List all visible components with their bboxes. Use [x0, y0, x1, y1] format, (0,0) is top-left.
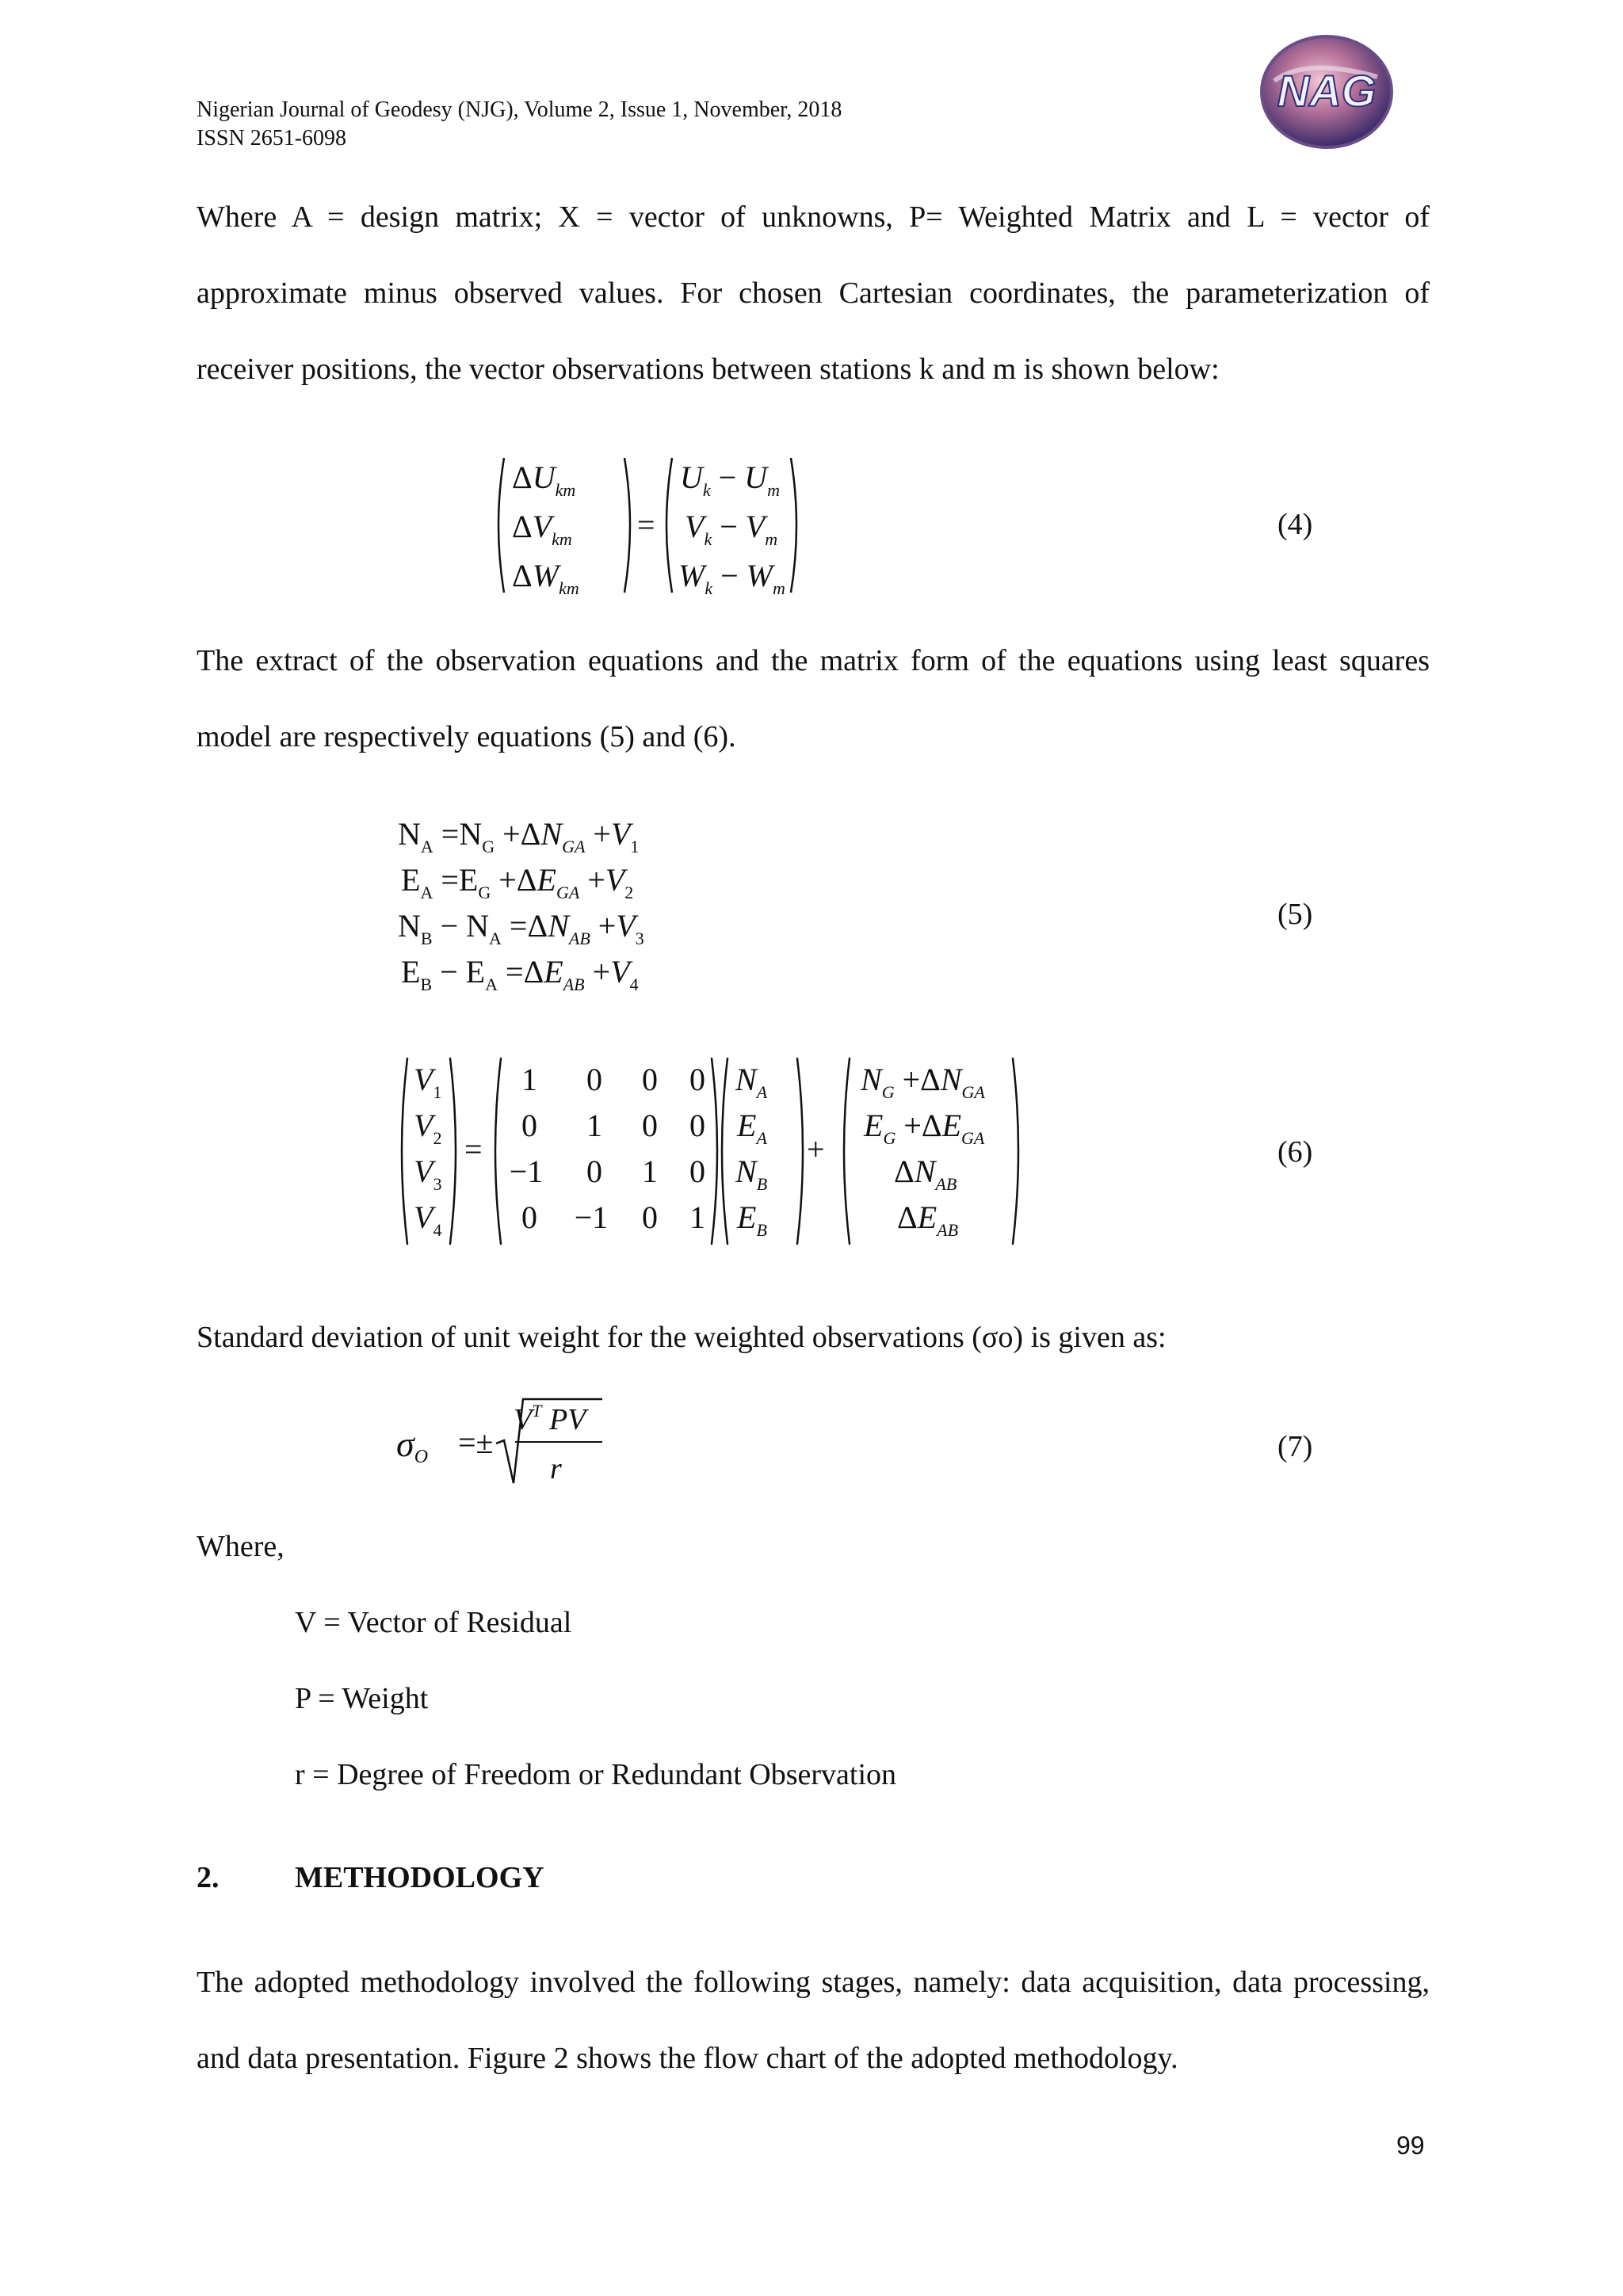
svg-text:EB: $E_B$ [737, 1199, 767, 1240]
svg-text:ΔNAB: $\Delta N_{AB}$ [894, 1154, 957, 1194]
svg-text:ΔEAB: $\Delta E_{AB}$ [897, 1199, 959, 1240]
journal-logo [1258, 33, 1396, 152]
paragraph-observation: The extract of the observation equations and the matrix form of the equations using least squares model are respectively equations (5) and (6). [197, 644, 1430, 753]
equation-4-number: (4) [1277, 508, 1313, 541]
svg-text:+: + [807, 1131, 825, 1167]
section-title: METHODOLOGY [295, 1861, 544, 1894]
page-number: 99 [1396, 2131, 1425, 2160]
definition-r: r = Degree of Freedom or Redundant Observation [295, 1758, 897, 1791]
svg-text:NG +ΔNGA: $N_G +\Delta N_{GA}$ [861, 1062, 985, 1102]
svg-text:ΔUkm: $\Delta U_{km}$ [512, 460, 576, 500]
svg-text:=: = [464, 1131, 483, 1167]
svg-text:NB: $N_B$ [735, 1154, 768, 1194]
svg-text:0: 0 [689, 1108, 705, 1143]
svg-text:−1: −1 [509, 1154, 544, 1189]
svg-text:EB − EA =ΔEAB +V4: $E_B - E_A =\Delta E_{AB} +V_4$ [401, 954, 639, 994]
paragraph-methodology: The adopted methodology involved the following stages, namely: data acquisition, data processing, and data presentation. Figure 2 shows the flow chart of the adopted methodology. [197, 1966, 1430, 2075]
svg-text:1: 1 [521, 1062, 537, 1097]
svg-text:0: 0 [689, 1062, 705, 1097]
journal-title: Nigerian Journal of Geodesy (NJG), Volume 2, Issue 1, November, 2018 [197, 97, 842, 122]
equation-7 [395, 1394, 624, 1489]
svg-text:0: 0 [521, 1108, 537, 1143]
svg-text:ΔWkm: $\Delta W_{km}$ [512, 558, 579, 598]
section-number: 2. [197, 1861, 220, 1894]
svg-text:0: 0 [642, 1199, 658, 1235]
svg-text:0: 0 [642, 1062, 658, 1097]
svg-text:NB − NA =ΔNAB +V3: $N_B - N_A =\Delta N_{AB} +V_3$ [398, 908, 644, 948]
logo-text: NAG [1277, 66, 1377, 116]
svg-text:=: = [637, 507, 655, 543]
svg-text:0: 0 [689, 1154, 705, 1189]
lhs-v2: $V_2$ [414, 1108, 442, 1148]
lhs-v4: $V_4$ [414, 1199, 442, 1240]
paragraph-std-dev: Standard deviation of unit weight for the weighted observations (σo) is given as: [197, 1321, 1167, 1354]
equation-6-number: (6) [1277, 1135, 1313, 1169]
equation-5 [396, 816, 729, 1014]
equation-6 [396, 1055, 1030, 1250]
svg-text:0: 0 [521, 1199, 537, 1235]
svg-text:σO: σO [396, 1424, 429, 1467]
svg-text:EG +ΔEGA: $E_G +\Delta E_{GA}$ [864, 1108, 985, 1148]
svg-text:1: 1 [689, 1199, 705, 1235]
svg-text:EA =EG +ΔEGA +V2: $E_A =E_G +\Delta E_{GA} +V_2$ [401, 862, 634, 902]
svg-text:r: r [550, 1452, 562, 1486]
equation-5-number: (5) [1277, 898, 1313, 931]
svg-text:Wk − Wm: $W_k - W_m$ [678, 558, 785, 598]
svg-text:0: 0 [586, 1154, 602, 1189]
svg-text:NA: $N_A$ [735, 1062, 768, 1102]
svg-text:0: 0 [586, 1062, 602, 1097]
equation-4 [491, 450, 808, 601]
svg-text:0: 0 [642, 1108, 658, 1143]
svg-text:NA =NG +ΔNGA +V1: $N_A =N_G +\Delta N_{GA} +V_1$ [398, 816, 640, 856]
svg-text:Vk − Vm: $V_k - V_m$ [685, 509, 778, 549]
svg-text:=±: =± [458, 1425, 494, 1460]
lhs-v1: $V_1$ [414, 1062, 442, 1102]
lhs-v3: $V_3$ [414, 1154, 442, 1194]
issn: ISSN 2651-6098 [197, 126, 347, 151]
svg-text:−1: −1 [574, 1199, 609, 1235]
svg-text:1: 1 [642, 1154, 658, 1189]
svg-text:EA: $E_A$ [737, 1108, 767, 1148]
definition-v: V = Vector of Residual [295, 1606, 572, 1639]
svg-text:VT PV: $V^T$ PV [514, 1401, 586, 1436]
svg-text:ΔVkm: $\Delta V_{km}$ [512, 509, 572, 549]
where-label: Where, [197, 1530, 285, 1563]
definition-p: P = Weight [295, 1682, 429, 1715]
svg-text:1: 1 [586, 1108, 602, 1143]
paragraph-intro: Where A = design matrix; X = vector of unknowns, P= Weighted Matrix and L = vector of approximate minus observed values. For chosen Cartesian coordinates, the parameterization of receiver positions, the vector observations between stations k and m is shown below: [197, 200, 1430, 386]
equation-7-number: (7) [1277, 1430, 1313, 1463]
svg-text:Uk − Um: $U_k - U_m$ [680, 460, 780, 500]
